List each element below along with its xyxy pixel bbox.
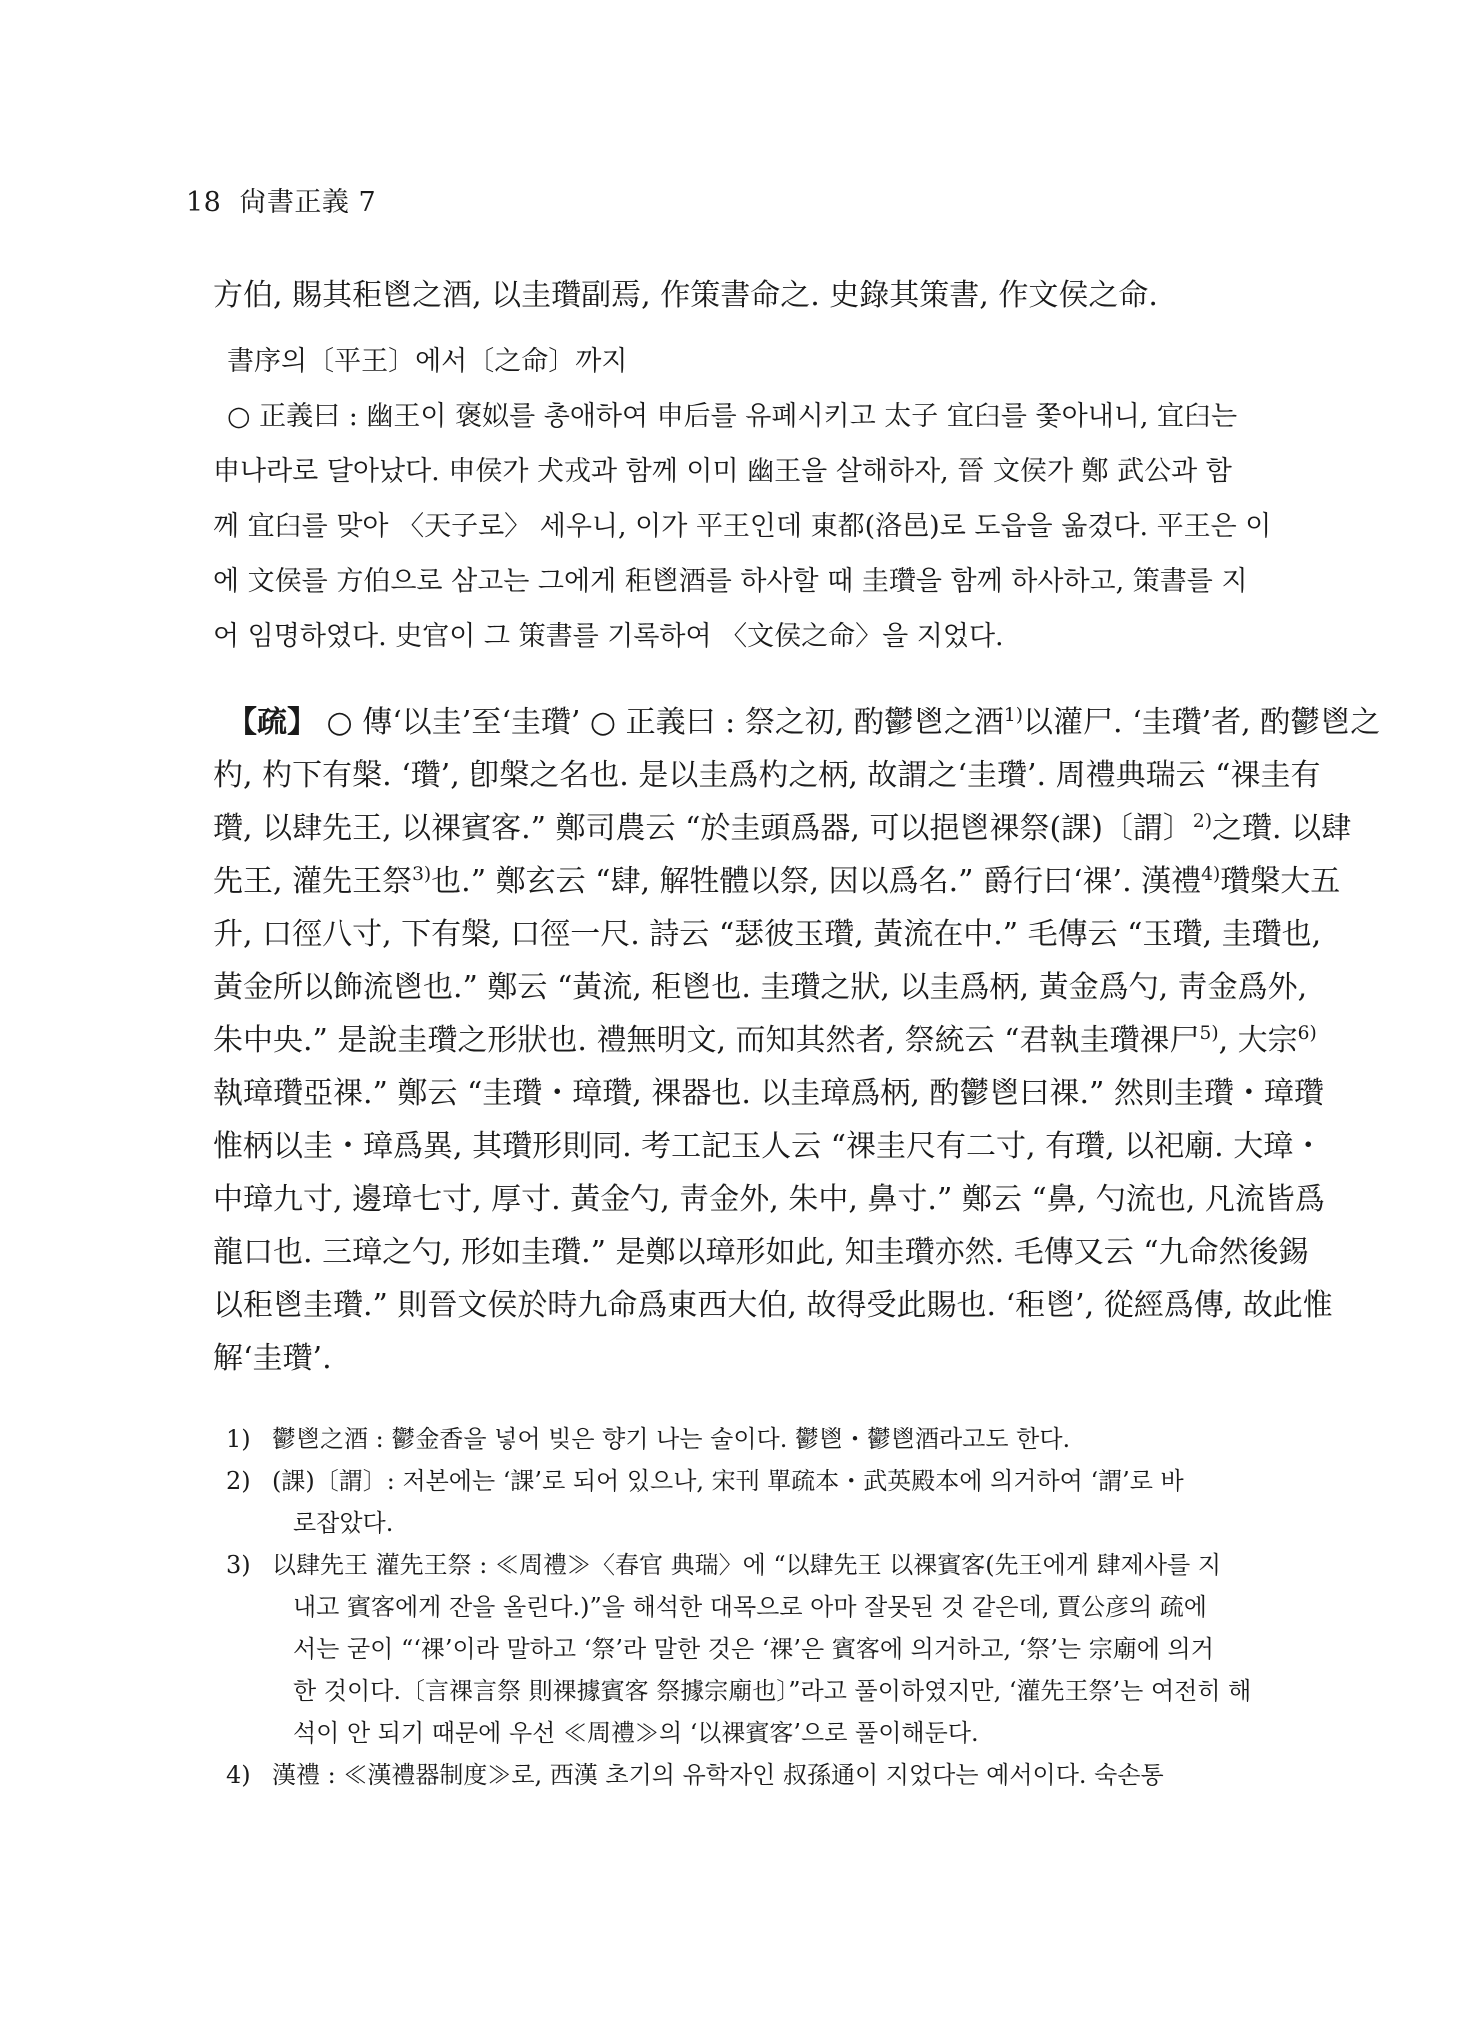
footnote: 2) (課)〔謂〕: 저본에는 ‘課’로 되어 있으나, 宋刊 單疏本・武英殿本에 의거하여 ‘謂’로 바 — [226, 1460, 1286, 1502]
commentary-line: 黃金所以飾流鬯也.” 鄭云 “黃流, 秬鬯也. 圭瓚之狀, 以圭爲柄, 黃金爲勺, 靑金爲外, — [213, 970, 1308, 1005]
commentary-line: 升, 口徑八寸, 下有槃, 口徑一尺. 詩云 “瑟彼玉瓚, 黃流在中.” 毛傳云 “玉瓚, 圭瓚也, — [213, 917, 1322, 952]
page-number: 18 — [186, 187, 222, 218]
translation-line: 어 임명하였다. 史官이 그 策書를 기록하여 〈文侯之命〉을 지었다. — [213, 621, 1004, 652]
commentary-line: 中璋九寸, 邊璋七寸, 厚寸. 黃金勺, 靑金外, 朱中, 鼻寸.” 鄭云 “鼻, 勺流也, 凡流皆爲 — [213, 1182, 1325, 1217]
footnote: 1) 鬱鬯之酒 : 鬱金香을 넣어 빚은 향기 나는 술이다. 鬱鬯・鬱鬯酒라고도 한다. — [226, 1418, 1286, 1460]
footnote-number: 1) — [226, 1425, 251, 1453]
running-header — [186, 180, 376, 219]
commentary-line: 朱中央.” 是說圭瓚之形狀也. 禮無明文, 而知其然者, 祭統云 “君執圭瓚祼尸$^{5)}$, 大宗$^{6)}$ — [213, 1023, 1317, 1058]
commentary-line: 解‘圭瓚’. — [213, 1341, 332, 1376]
book-title: 尙書正義 7 — [239, 187, 377, 218]
commentary-line: 以秬鬯圭瓚.” 則晉文侯於時九命爲東西大伯, 故得受此賜也. ‘秬鬯’, 從經爲傳, 故此惟 — [213, 1288, 1333, 1323]
commentary-line: 惟柄以圭・璋爲異, 其瓚形則同. 考工記玉人云 “祼圭尺有二寸, 有瓚, 以祀廟. 大璋・ — [213, 1129, 1324, 1164]
commentary-block — [213, 696, 1381, 1385]
translation-line: 께 宜臼를 맞아 〈天子로〉 세우니, 이가 平王인데 東都(洛邑)로 도읍을 옮겼다. 平王은 이 — [213, 511, 1272, 542]
commentary-line: 【疏】 ○ 傳‘以圭’至‘圭瓚’ ○ 正義曰 : 祭之初, 酌鬱鬯之酒$^{1)}$以灌尸. ‘圭瓚’者, 酌鬱鬯之 — [227, 705, 1381, 740]
footnote-ref[interactable]: 6) — [1297, 1023, 1317, 1044]
footnote-continuation: 서는 굳이 “‘祼’이라 말하고 ‘祭’라 말한 것은 ‘祼’은 賓客에 의거하고, ‘祭’는 宗廟에 의거 — [293, 1635, 1214, 1663]
footnote-continuation: 한 것이다.〔言祼言祭 則祼據賓客 祭據宗廟也〕”라고 풀이하였지만, ‘灌先王祭’는 여전히 해 — [293, 1677, 1252, 1705]
translation-line: 에 文侯를 方伯으로 삼고는 그에게 秬鬯酒를 하사할 때 圭瓚을 함께 하사하고, 策書를 지 — [213, 566, 1248, 597]
footnote-continuation: 로잡았다. — [293, 1509, 394, 1537]
section-heading: 書序의〔平王〕에서〔之命〕까지 — [227, 346, 628, 377]
translation-line: ○ 正義曰 : 幽王이 褒姒를 총애하여 申后를 유폐시키고 太子 宜臼를 쫓아내니, 宜臼는 — [227, 401, 1238, 432]
footnotes — [226, 1418, 1286, 1796]
footnote-ref[interactable]: 4) — [1201, 864, 1221, 885]
footnote-ref[interactable]: 5) — [1199, 1023, 1219, 1044]
footnote-number: 2) — [226, 1467, 251, 1495]
footnote-continuation: 석이 안 되기 때문에 우선 ≪周禮≫의 ‘以祼賓客’으로 풀이해둔다. — [293, 1719, 979, 1747]
footnote-ref[interactable]: 2) — [1192, 811, 1213, 832]
footnote-ref[interactable]: 3) — [412, 864, 432, 885]
commentary-line: 杓, 杓下有槃. ‘瓚’, 卽槃之名也. 是以圭爲杓之柄, 故謂之‘圭瓚’. 周禮典瑞云 “祼圭有 — [213, 758, 1321, 793]
main-text — [213, 268, 1283, 324]
commentary-label: 【疏】 — [227, 705, 317, 740]
commentary-line: 先王, 灌先王祭$^{3)}$也.” 鄭玄云 “肆, 解牲體以祭, 因以爲名.” 爵行曰‘祼’. 漢禮$^{4)}$瓚槃大五 — [213, 864, 1341, 899]
footnote-number: 4) — [226, 1761, 251, 1789]
commentary-line: 執璋瓚亞祼.” 鄭云 “圭瓚・璋瓚, 祼器也. 以圭璋爲柄, 酌鬱鬯曰祼.” 然則圭瓚・璋瓚 — [213, 1076, 1324, 1111]
translation-line: 申나라로 달아났다. 申侯가 犬戎과 함께 이미 幽王을 살해하자, 晉 文侯가 鄭 武公과 함 — [213, 456, 1232, 487]
translation-block — [213, 334, 1283, 664]
footnote-ref[interactable]: 1) — [1003, 705, 1023, 726]
commentary-line: 龍口也. 三璋之勺, 形如圭瓚.” 是鄭以璋形如此, 知圭瓚亦然. 毛傳又云 “九命然後錫 — [213, 1235, 1309, 1270]
footnote: 4) 漢禮 : ≪漢禮器制度≫로, 西漢 초기의 유학자인 叔孫通이 지었다는 예서이다. 숙손통 — [226, 1754, 1286, 1796]
main-text-line: 方伯, 賜其秬鬯之酒, 以圭瓚副焉, 作策書命之. 史錄其策書, 作文侯之命. — [213, 278, 1158, 313]
commentary-line: 瓚, 以肆先王, 以祼賓客.” 鄭司農云 “於圭頭爲器, 可以挹鬯祼祭(課)〔謂〕$^{2)}$之瓚. 以肆 — [213, 811, 1352, 846]
footnote-continuation: 내고 賓客에게 잔을 올린다.)”을 해석한 대목으로 아마 잘못된 것 같은데, 賈公彦의 疏에 — [293, 1593, 1207, 1621]
footnote: 3) 以肆先王 灌先王祭 : ≪周禮≫〈春官 典瑞〉에 “以肆先王 以祼賓客(先王에게 肆제사를 지 — [226, 1544, 1286, 1586]
footnote-number: 3) — [226, 1551, 251, 1579]
